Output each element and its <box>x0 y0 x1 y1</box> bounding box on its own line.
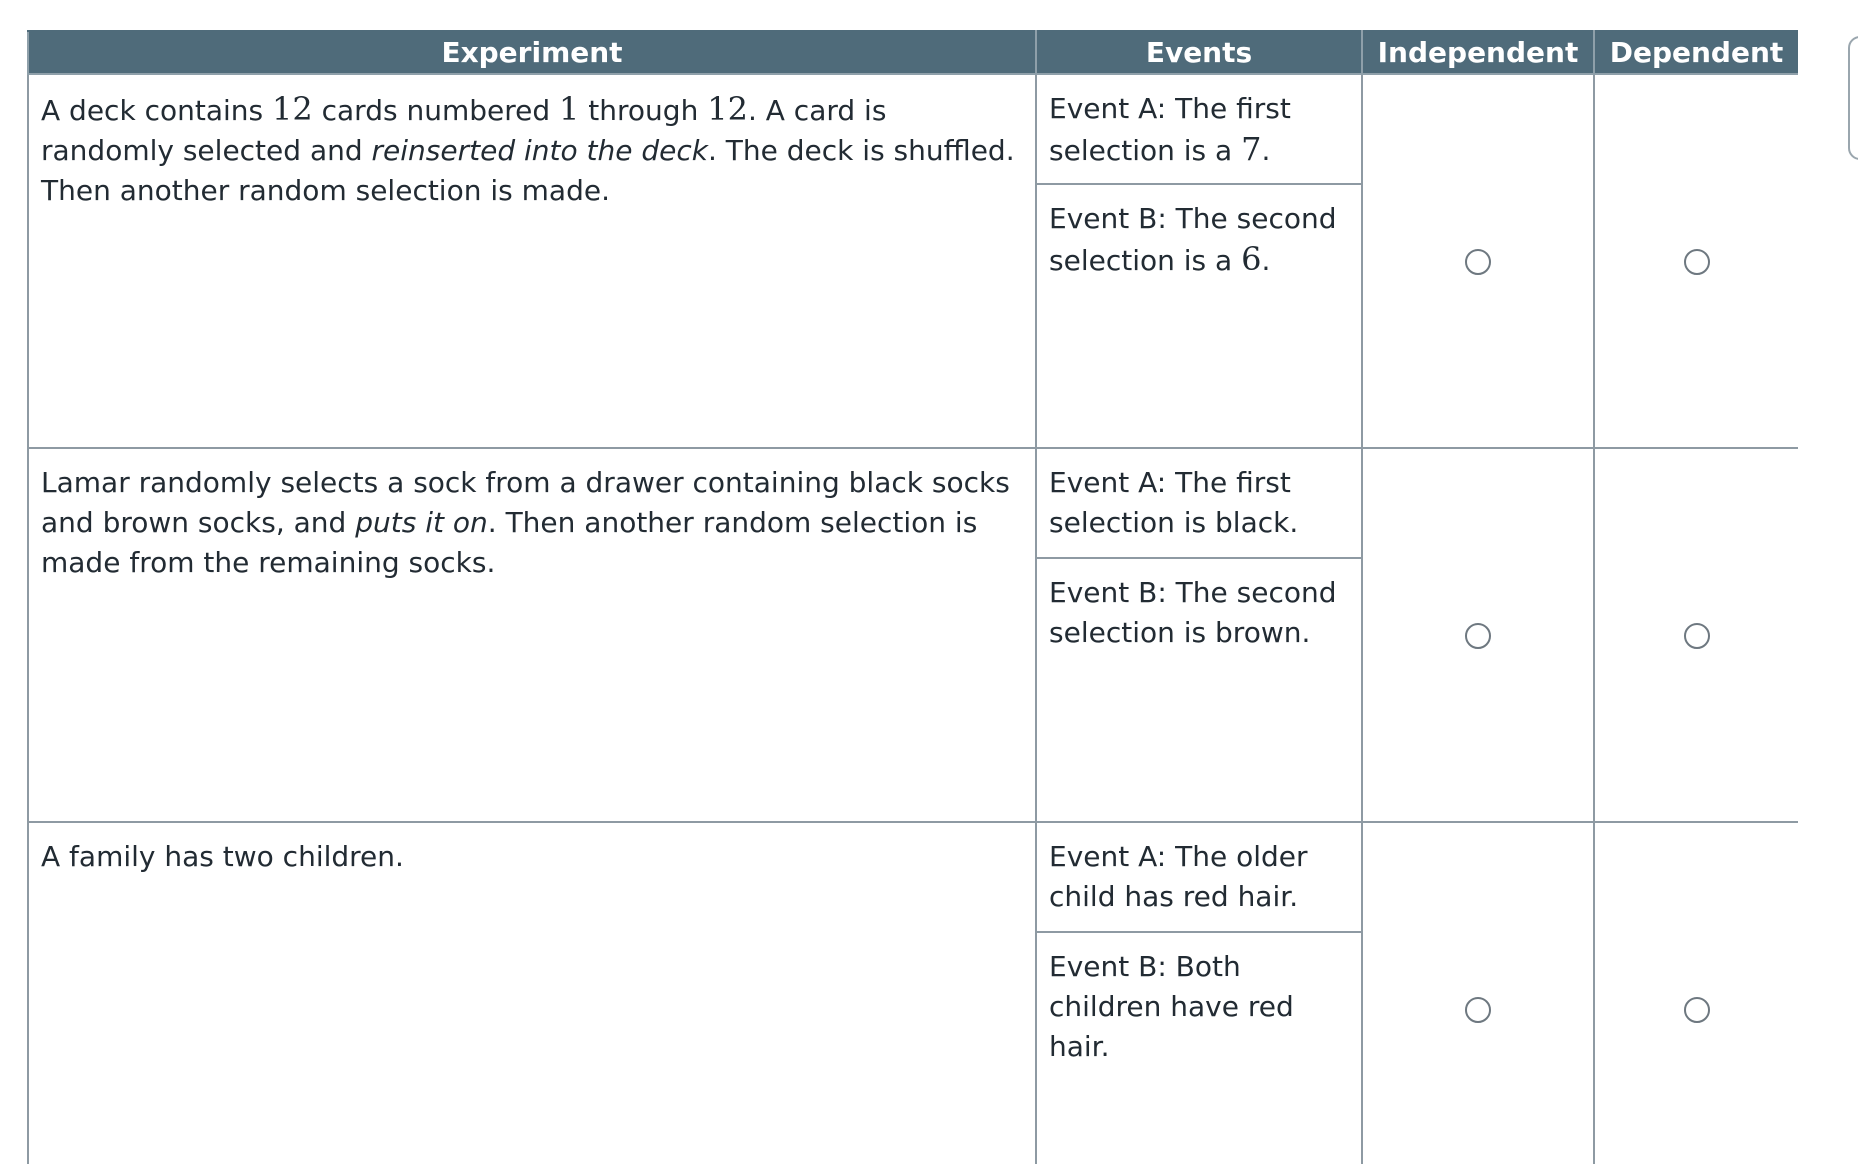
independent-radio[interactable] <box>1465 623 1491 649</box>
table-row <box>28 74 1798 448</box>
independent-cell <box>1362 448 1594 822</box>
independent-cell <box>1362 74 1594 448</box>
math-number: 1 <box>559 90 580 128</box>
event-a: Event A: The first selection is black. <box>1037 449 1361 559</box>
event-a: Event A: The first selection is a 7. <box>1037 75 1361 185</box>
experiment-cell: Lamar randomly selects a sock from a drawer containing black socks and brown socks, and puts it on. Then another random selection is made from the remaining socks. <box>28 448 1036 822</box>
math-number: 6 <box>1241 240 1262 278</box>
independent-cell <box>1362 822 1594 1164</box>
event-b: Event B: The second selection is brown. <box>1049 576 1337 649</box>
header-events: Events <box>1036 31 1362 74</box>
event-b: Event B: Both children have red hair. <box>1049 950 1294 1063</box>
math-number: 7 <box>1241 130 1262 168</box>
dependent-cell <box>1594 448 1798 822</box>
emphasis-text: puts it on <box>355 506 488 539</box>
events-cell <box>1036 74 1362 448</box>
header-dependent: Dependent <box>1594 31 1798 74</box>
events-cell <box>1036 822 1362 1164</box>
events-cell <box>1036 448 1362 822</box>
event-a: Event A: The older child has red hair. <box>1037 823 1361 933</box>
dependent-radio[interactable] <box>1684 997 1710 1023</box>
independent-radio[interactable] <box>1465 249 1491 275</box>
experiment-cell: A family has two children. <box>28 822 1036 1164</box>
table-header-row <box>28 31 1798 74</box>
header-experiment: Experiment <box>28 31 1036 74</box>
side-panel-tab[interactable] <box>1848 36 1858 160</box>
dependent-cell <box>1594 74 1798 448</box>
header-independent: Independent <box>1362 31 1594 74</box>
emphasis-text: reinserted into the deck <box>371 134 708 167</box>
event-b: Event B: The second selection is a 6. <box>1049 202 1337 278</box>
dependent-cell <box>1594 822 1798 1164</box>
independent-radio[interactable] <box>1465 997 1491 1023</box>
experiment-events-table <box>27 30 1798 1164</box>
math-number: 12 <box>272 90 313 128</box>
table-row <box>28 448 1798 822</box>
math-number: 12 <box>707 90 748 128</box>
table-row <box>28 822 1798 1164</box>
probability-table-container <box>27 30 1798 1164</box>
dependent-radio[interactable] <box>1684 249 1710 275</box>
experiment-cell: A deck contains 12 cards numbered 1 through 12. A card is randomly selected and reinserted into the deck. The deck is shuffled. Then another random selection is made. <box>28 74 1036 448</box>
dependent-radio[interactable] <box>1684 623 1710 649</box>
